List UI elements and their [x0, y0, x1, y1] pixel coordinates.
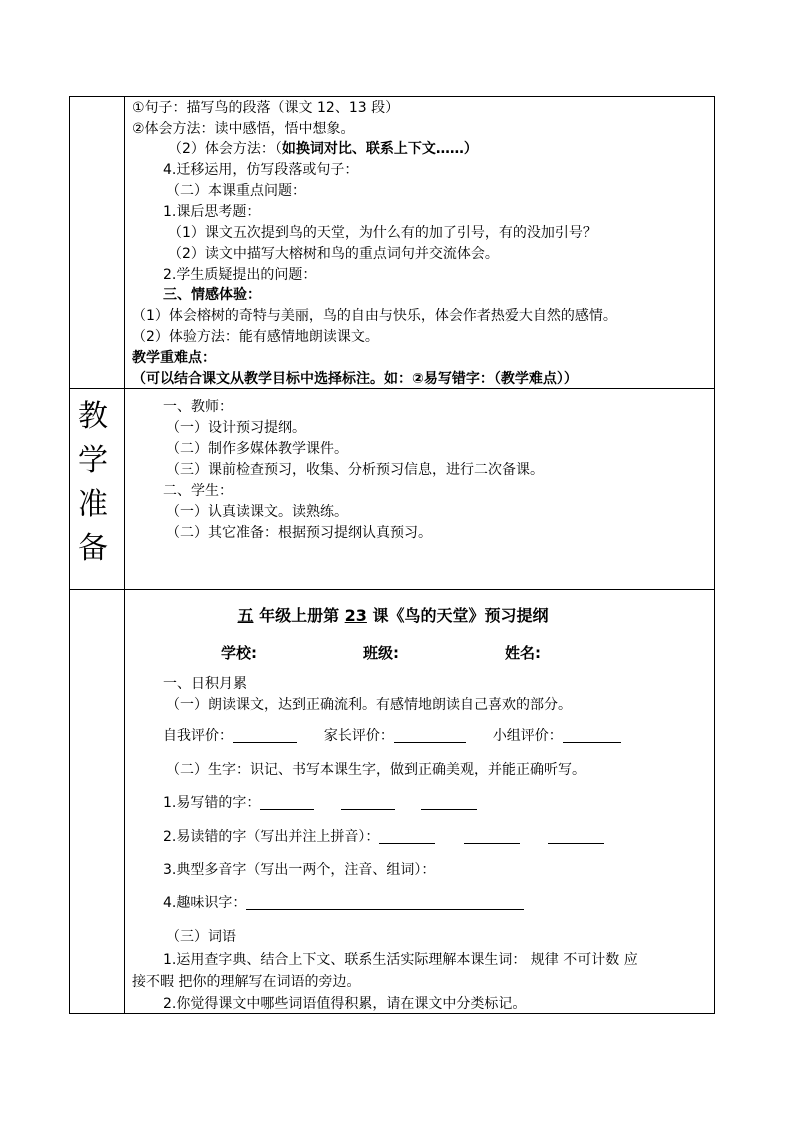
fun-literacy-row: 4.趣味识字：: [163, 894, 524, 912]
student-item-2: （二）其它准备：根据预习提纲认真预习。: [166, 525, 432, 541]
answer-blank[interactable]: [464, 829, 520, 844]
student-questions: 2.学生质疑提出的问题：: [163, 267, 317, 283]
emotion-line-1: （1）体会榕树的奇特与美丽，鸟的自由与快乐，体会作者热爱大自然的感情。: [132, 308, 617, 324]
key-points-heading: 教学重难点：: [132, 350, 216, 366]
after-class-questions: 1.课后思考题：: [163, 204, 261, 220]
side-label-char: 教: [78, 399, 108, 434]
teacher-item-2: （二）制作多媒体教学课件。: [166, 441, 348, 457]
key-points-note: （可以结合课文从教学目标中选择标注。如：②易写错字：（教学难点））: [132, 371, 578, 387]
parent-eval-blank[interactable]: [394, 728, 466, 743]
teacher-heading: 一、教师：: [163, 399, 233, 415]
vocabulary-task-2: 2.你觉得课文中哪些词语值得积累，请在课文中分类标记。: [163, 996, 527, 1012]
transfer-line: 4.迁移运用，仿写段落或句子：: [163, 162, 359, 178]
answer-blank[interactable]: [548, 829, 604, 844]
answer-blank[interactable]: [341, 795, 395, 810]
class-label: 班级:: [363, 644, 399, 662]
teacher-item-1: （一）设计预习提纲。: [166, 420, 306, 436]
section-accumulate: 一、日积月累: [163, 676, 247, 692]
reading-task: （一）朗读课文，达到正确流利。有感情地朗读自己喜欢的部分。: [166, 697, 572, 713]
question-2: （2）读文中描写大榕树和鸟的重点词句并交流体会。: [168, 246, 499, 262]
row-divider: [70, 388, 714, 389]
answer-blank[interactable]: [379, 829, 435, 844]
side-label-char: 准: [78, 487, 108, 522]
outline-title: 五 年级上册第 23 课《鸟的天堂》预习提纲: [237, 606, 549, 625]
hard-to-write-row: 1.易写错的字：: [163, 794, 477, 812]
key-questions-heading: （二）本课重点问题：: [166, 183, 306, 199]
student-heading: 二、学生：: [163, 483, 233, 499]
characters-task: （二）生字：识记、书写本课生字，做到正确美观，并能正确听写。: [166, 762, 586, 778]
method-line-2: （2）体会方法：（如换词对比、联系上下文……）: [168, 141, 478, 157]
teacher-item-3: （三）课前检查预习，收集、分析预习信息，进行二次备课。: [166, 462, 544, 478]
row-divider: [70, 589, 714, 590]
school-label: 学校:: [221, 644, 257, 662]
method-line: ②体会方法：读中感悟，悟中想象。: [132, 121, 355, 137]
group-eval-blank[interactable]: [563, 728, 621, 743]
answer-blank[interactable]: [260, 795, 314, 810]
column-divider: [124, 97, 125, 1013]
lesson-plan-table: [69, 96, 715, 1014]
evaluation-row: 自我评价： 家长评价： 小组评价：: [163, 727, 621, 745]
sentence-line: ①句子：描写鸟的段落（课文 12、13 段）: [132, 100, 400, 116]
answer-blank[interactable]: [246, 895, 524, 910]
name-label: 姓名:: [505, 644, 541, 662]
hard-to-read-row: 2.易读错的字（写出并注上拼音）：: [163, 828, 604, 846]
vocabulary-task-1-cont: 接不暇 把你的理解写在词语的旁边。: [132, 974, 361, 990]
vocabulary-heading: （三）词语: [166, 929, 236, 945]
self-eval-blank[interactable]: [233, 728, 297, 743]
side-label-char: 学: [78, 443, 108, 478]
answer-blank[interactable]: [421, 795, 477, 810]
student-item-1: （一）认真读课文。读熟练。: [166, 504, 348, 520]
vocabulary-task-1: 1.运用查字典、结合上下文、联系生活实际理解本课生词： 规律 不可计数 应: [163, 952, 638, 968]
emotion-heading: 三、情感体验：: [163, 287, 261, 303]
polyphone-task: 3.典型多音字（写出一两个，注音、组词）：: [163, 862, 436, 878]
question-1: （1）课文五次提到鸟的天堂，为什么有的加了引号，有的没加引号？: [168, 225, 597, 241]
side-label-char: 备: [78, 531, 108, 566]
emotion-line-2: （2）体验方法：能有感情地朗读课文。: [132, 329, 379, 345]
